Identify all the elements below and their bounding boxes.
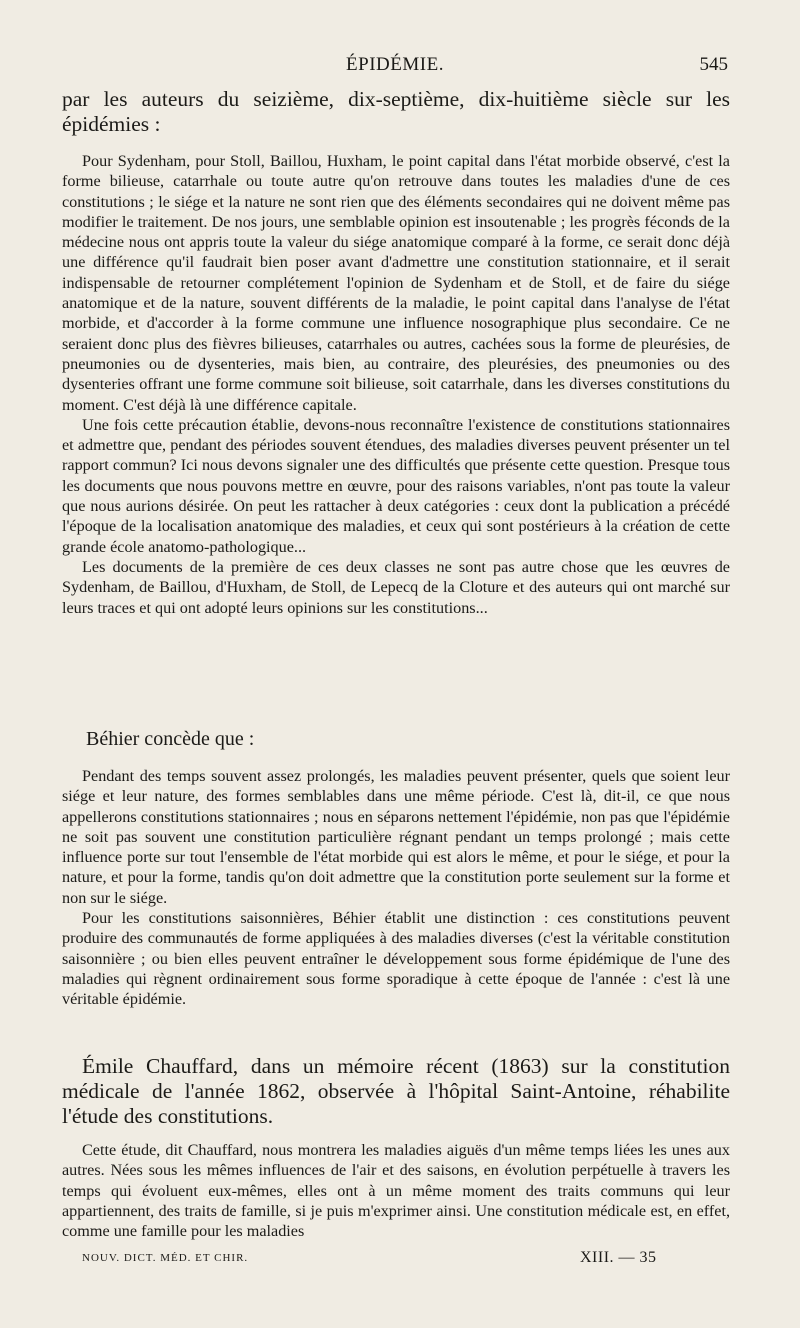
page-number: 545 — [699, 54, 728, 75]
quote-behier — [62, 766, 730, 1010]
quote-paragraph: Pendant des temps souvent assez prolongés, les maladies peuvent présenter, quels que soient leur siége et leur nature, des formes semblables dans une même période. C'est là, dit-il, ce que nous appellerons constitutions stationnaires ; nous en séparons nettement l'épidémie, non pas que l'épidémie ne soit pas souvent une constitution particulière régnant pendant un temps prolongé ; mais cette influence porte sur tout l'ensemble de l'état morbide qui est alors le même, et pour le siége, et pour la nature, et pour la forme, tandis qu'on doit admettre que la constitution porte seulement sur la forme et non sur le siége. — [62, 767, 730, 907]
footer-volume-sheet: XIII. — 35 — [580, 1249, 657, 1266]
book-page — [62, 0, 734, 1328]
quote-paragraph: Pour Sydenham, pour Stoll, Baillou, Huxham, le point capital dans l'état morbide observé, c'est la forme bilieuse, catarrhale ou toute autre qu'on retrouve dans toutes les maladies d'une de ces constitutions ; le siége et la nature ne sont rien que des éléments secondaires qui ne doivent même pas modifier le traitement. De nos jours, une semblable opinion est insoutenable ; les progrès féconds de la médecine nous ont appris toute la valeur du siége anatomique comparé à la forme, ce serait donc déjà une différence qu'il faudrait bien poser avant d'admettre une constitution stationnaire, et il serait indispensable de retourner complétement l'opinion de Sydenham et de Stoll, et de faire du siége anatomique et de la nature, souvent différents de la maladie, le point capital dans l'analyse de l'état morbide, et d'accorder à la forme commune une influence nosographique plus secondaire. Ce ne seraient donc plus des fièvres bilieuses, catarrhales ou autres, cachées sous la forme de pleurésies, de pneumonies ou de dysenteries, mais bien, au contraire, des pleurésies, des pneumonies ou des dysenteries offrant une forme commune soit bilieuse, soit catarrhale, dans les diverses constitutions du moment. C'est déjà là une différence capitale. — [62, 152, 730, 414]
running-header — [62, 54, 728, 78]
quote-sydenham — [62, 151, 730, 618]
quote-paragraph: Les documents de la première de ces deux classes ne sont pas autre chose que les œuvres de Sydenham, de Baillou, d'Huxham, de Stoll, de Lepecq de la Cloture et des auteurs qui ont marché sur leurs traces et qui ont adopté leurs opinions sur les constitutions... — [62, 557, 730, 617]
quote-paragraph: Une fois cette précaution établie, devons-nous reconnaître l'existence de constitutions stationnaires et admettre que, pendant des périodes souvent étendues, des maladies diverses peuvent présenter un tel rapport commun? Ici nous devons signaler une des difficultés que présente cette question. Presque tous les documents que nous pouvons mettre en œuvre, pour des raisons variables, n'ont pas toute la valeur que nous aurions désirée. On peut les rattacher à deux catégories : ceux dont la publication a précédé l'époque de la localisation anatomique des maladies, et ceux qui sont postérieurs à la création de cette grande école anatomo-pathologique... — [62, 415, 730, 556]
page-footer — [82, 1249, 682, 1266]
behier-heading: Béhier concède que : — [86, 728, 255, 750]
quote-chauffard — [62, 1140, 730, 1241]
intro-paragraph: par les auteurs du seizième, dix-septième, dix-huitième siècle sur les épidémies : — [62, 87, 730, 136]
chauffard-paragraph: Émile Chauffard, dans un mémoire récent (1863) sur la constitution médicale de l'année 1862, observée à l'hôpital Saint-Antoine, réhabilite l'étude des constitutions. — [62, 1054, 730, 1128]
quote-paragraph: Pour les constitutions saisonnières, Béhier établit une distinction : ces constitutions peuvent produire des communautés de forme appliquées à des maladies diverses (c'est la véritable constitution saisonnière ; ou bien elles peuvent entraîner le développement sous forme épidémique de l'une des maladies qui règnent ordinairement sous forme sporadique à cette époque de l'année : c'est là une véritable épidémie. — [62, 909, 730, 1009]
footer-publication: NOUV. DICT. MÉD. ET CHIR. — [82, 1252, 249, 1264]
quote-paragraph: Cette étude, dit Chauffard, nous montrera les maladies aiguës d'un même temps liées les unes aux autres. Nées sous les mêmes influences de l'air et des saisons, en évolution perpétuelle à travers les temps qui évoluent eux-mêmes, elles ont à un même moment des traits communs qui leur appartiennent, des traits de famille, si je puis m'exprimer ainsi. Une constitution médicale est, en effet, comme une famille pour les maladies — [62, 1141, 730, 1241]
running-title: ÉPIDÉMIE. — [346, 54, 444, 75]
